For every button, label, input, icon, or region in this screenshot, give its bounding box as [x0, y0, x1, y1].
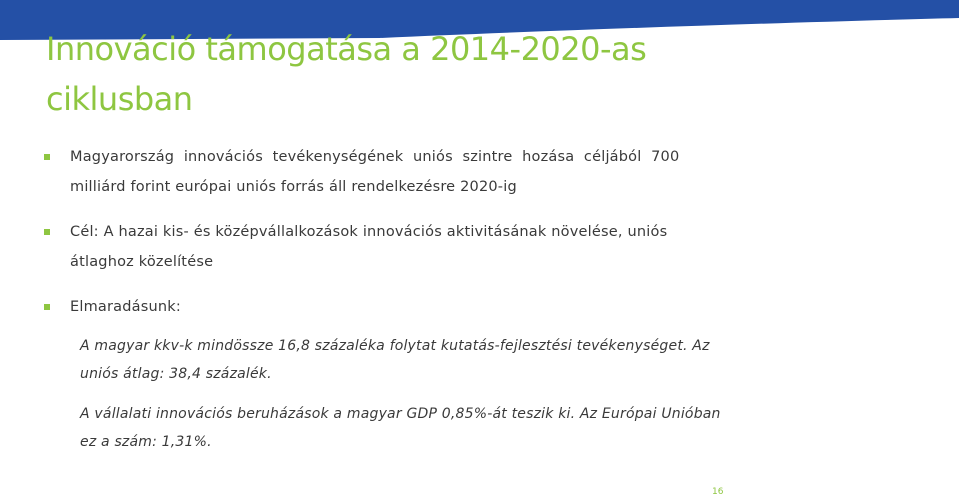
- detail-innovation-investment-line-2: ez a szám: 1,31%.: [80, 434, 212, 450]
- bullet-item-funding-line-2: milliárd forint európai uniós forrás áll rendelkezésre 2020-ig: [70, 179, 517, 195]
- title-line-2: ciklusban: [46, 80, 193, 118]
- bullet-square-icon: [44, 154, 50, 160]
- detail-sme-rnd: [80, 332, 710, 388]
- detail-sme-rnd-line-2: uniós átlag: 38,4 százalék.: [80, 366, 272, 382]
- detail-innovation-investment-line-1: A vállalati innovációs beruházások a magyar GDP 0,85%-át teszik ki. Az Európai Unióban: [80, 406, 721, 422]
- bullet-item-goal-line-2: átlaghoz közelítése: [70, 254, 214, 270]
- title-line-1: Innováció támogatása a 2014-2020-as: [46, 30, 647, 68]
- bullet-square-icon: [44, 304, 50, 310]
- bullet-item-funding: [70, 142, 679, 202]
- slide-title: [46, 24, 906, 124]
- bullet-item-funding-line-1: Magyarország innovációs tevékenységének uniós szintre hozása céljából 700: [70, 149, 680, 165]
- bullet-item-goal: [70, 217, 667, 277]
- page-number: 16: [712, 487, 724, 497]
- bullet-item-gap: [70, 292, 181, 322]
- bullet-square-icon: [44, 229, 50, 235]
- detail-innovation-investment: [80, 400, 721, 456]
- bullet-item-goal-line-1: Cél: A hazai kis- és középvállalkozások innovációs aktivitásának növelése, uniós: [70, 224, 668, 240]
- detail-sme-rnd-line-1: A magyar kkv-k mindössze 16,8 százaléka folytat kutatás-fejlesztési tevékenységet. Az: [80, 338, 710, 354]
- bullet-item-gap-line-1: Elmaradásunk:: [70, 299, 181, 315]
